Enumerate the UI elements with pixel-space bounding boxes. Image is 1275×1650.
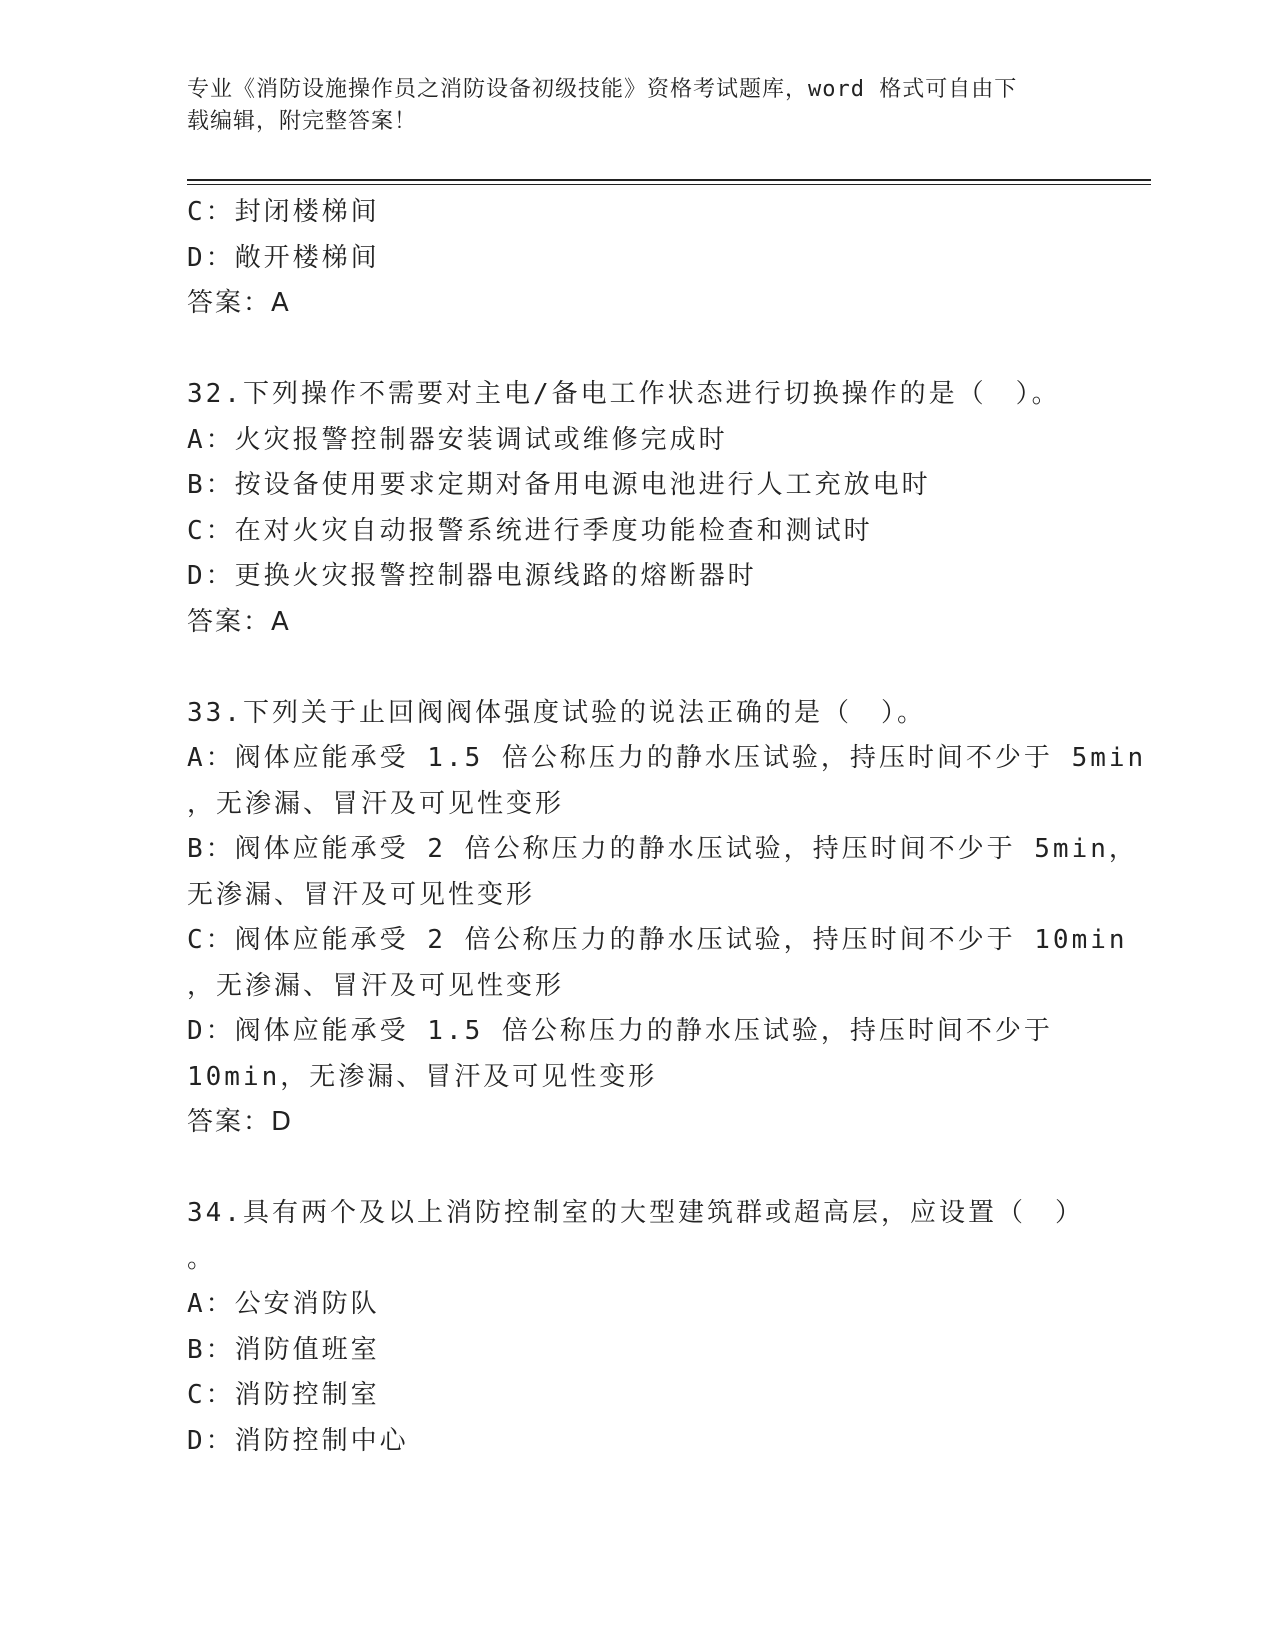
header-line-1: 专业《消防设施操作员之消防设备初级技能》资格考试题库，word 格式可自由下 [187,77,1018,102]
option-b: B：消防值班室 [187,1334,380,1365]
header-divider-thick [187,179,1151,181]
document-header [187,74,1087,138]
question-spacer [187,327,1107,373]
question-text-line-2: 。 [187,1243,217,1274]
option-d-line-2: 10min，无渗漏、冒汗及可见性变形 [187,1061,658,1092]
question-31-tail [187,190,1107,327]
question-33 [187,691,1147,1146]
answer-label: 答案：D [187,1107,294,1137]
question-spacer [187,1146,1107,1192]
question-text: 32.下列操作不需要对主电/备电工作状态进行切换操作的是（ ）。 [187,379,1061,409]
option-c-line-1: C：阀体应能承受 2 倍公称压力的静水压试验，持压时间不少于 10min [187,925,1128,955]
question-34 [187,1191,1107,1464]
option-c: C：在对火灾自动报警系统进行季度功能检查和测试时 [187,515,873,546]
answer-label: 答案：A [187,288,291,318]
option-a: A：公安消防队 [187,1289,380,1319]
option-d: D：更换火灾报警控制器电源线路的熔断器时 [187,561,757,591]
header-divider-thin [187,184,1151,185]
option-a: A：火灾报警控制器安装调试或维修完成时 [187,424,728,455]
question-spacer [187,645,1107,691]
option-a-line-2: ，无渗漏、冒汗及可见性变形 [187,788,565,819]
question-list [187,190,1147,1464]
option-c-line-2: ，无渗漏、冒汗及可见性变形 [187,970,565,1001]
option-b-line-2: 无渗漏、冒汗及可见性变形 [187,879,536,910]
question-32 [187,372,1107,645]
option-b: B：按设备使用要求定期对备用电源电池进行人工充放电时 [187,470,931,500]
option-a-line-1: A：阀体应能承受 1.5 倍公称压力的静水压试验，持压时间不少于 5min [187,743,1147,773]
option-d: D：敞开楼梯间 [187,242,380,273]
option-c: C：封闭楼梯间 [187,197,380,227]
question-text: 33.下列关于止回阀阀体强度试验的说法正确的是（ ）。 [187,697,926,728]
option-d-line-1: D：阀体应能承受 1.5 倍公称压力的静水压试验，持压时间不少于 [187,1016,1053,1046]
option-c: C：消防控制室 [187,1380,380,1410]
option-b-line-1: B：阀体应能承受 2 倍公称压力的静水压试验，持压时间不少于 5min， [187,834,1138,864]
option-d: D：消防控制中心 [187,1425,409,1456]
answer-label: 答案：A [187,606,291,637]
question-text-line-1: 34.具有两个及以上消防控制室的大型建筑群或超高层，应设置（ ） [187,1198,1084,1228]
header-line-2: 载编辑，附完整答案！ [187,109,418,134]
